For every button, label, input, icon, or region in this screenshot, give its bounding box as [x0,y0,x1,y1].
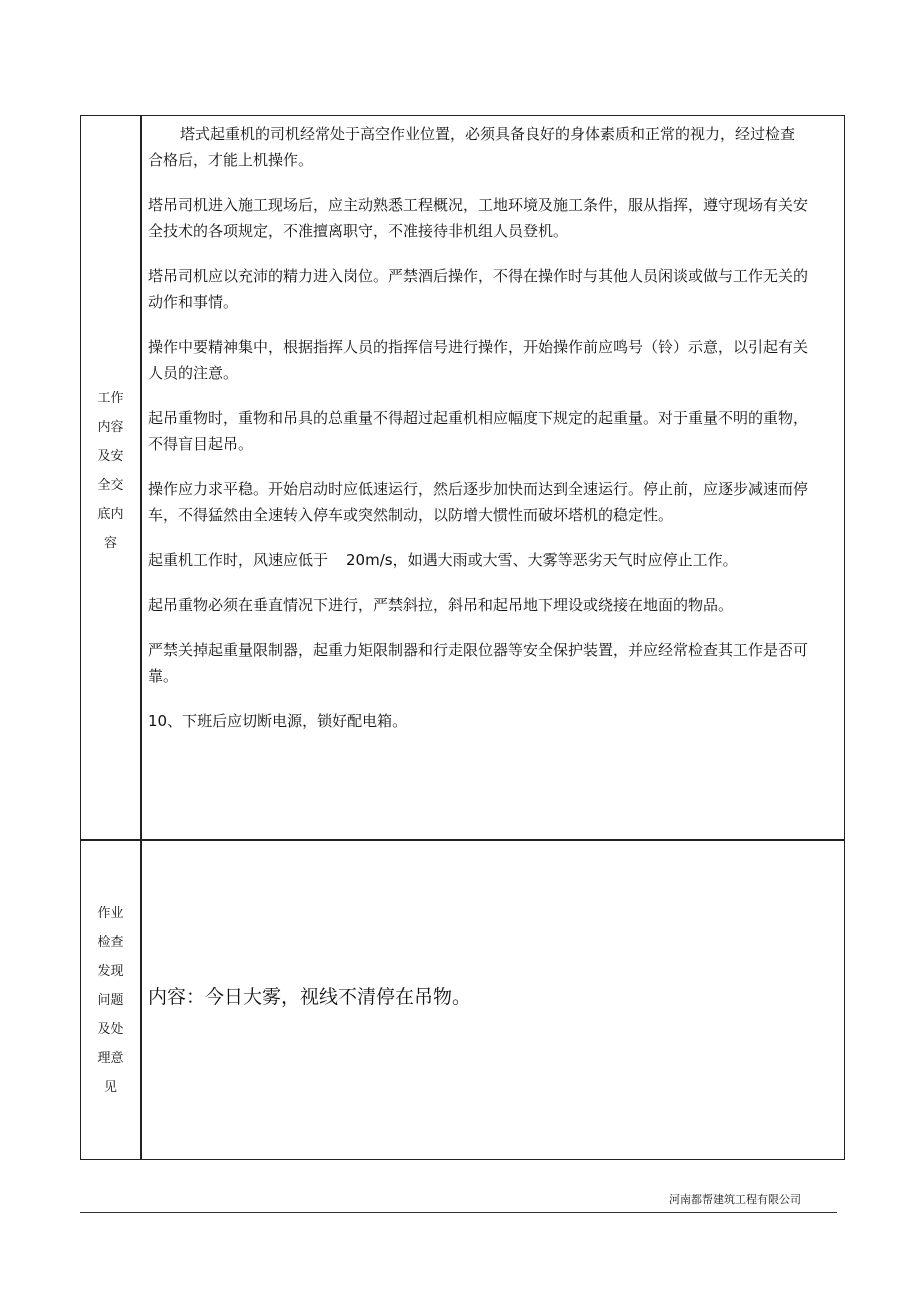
content-paragraph: 塔吊司机进入施工现场后，应主动熟悉工程概况，工地环境及施工条件，服从指挥，遵守现场有关安全技术的各项规定，不准擅离职守，不准接待非机组人员登机。 [148,196,809,240]
content-paragraph: 严禁关掉起重量限制器，起重力矩限制器和行走限位器等安全保护装置，并应经常检查其工作是否可靠。 [148,641,809,685]
column-divider [140,116,142,1159]
wind-speed-value: 20m/s [346,551,393,569]
inspection-issue-text: 内容：今日大雾，视线不清停在吊物。 [148,986,472,1008]
content-paragraph: 塔式起重机的司机经常处于高空作业位置，必须具备良好的身体素质和正常的视力，经过检查合格后，才能上机操作。 [148,125,796,169]
content-paragraph: 塔吊司机应以充沛的精力进入岗位。严禁酒后操作，不得在操作时与其他人员闲谈或做与工作无关的动作和事情。 [148,267,809,311]
work-content-label: 工作 内容 及安 全交 底内 容 [97,391,124,551]
wind-speed-paragraph: 起重机工作时，风速应低于 20m/s，如遇大雨或大雪、大雾等恶劣天气时应停止工作。 [148,551,738,569]
inspection-label: 作业 检查 发现 问题 及处 理意 见 [97,906,124,1095]
content-paragraph: 起吊重物时，重物和吊具的总重量不得超过起重机相应幅度下规定的起重量。对于重量不明的重物，不得盲目起吊。 [148,409,809,453]
content-paragraph: 10、下班后应切断电源，锁好配电箱。 [148,712,408,730]
company-footer: 河南都帮建筑工程有限公司 [669,1193,801,1206]
content-paragraph: 起吊重物必须在垂直情况下进行，严禁斜拉，斜吊和起吊地下埋设或绕接在地面的物品。 [148,596,734,614]
content-paragraph: 操作中要精神集中，根据指挥人员的指挥信号进行操作，开始操作前应鸣号（铃）示意，以引起有关人员的注意。 [148,338,809,382]
row-divider [81,839,844,841]
safety-content [148,121,808,753]
content-paragraph: 操作应力求平稳。开始启动时应低速运行，然后逐步加快而达到全速运行。停止前，应逐步减速而停车，不得猛然由全速转入停车或突然制动，以防增大惯性而破坏塔机的稳定性。 [148,480,809,524]
footer-rule [80,1212,837,1213]
